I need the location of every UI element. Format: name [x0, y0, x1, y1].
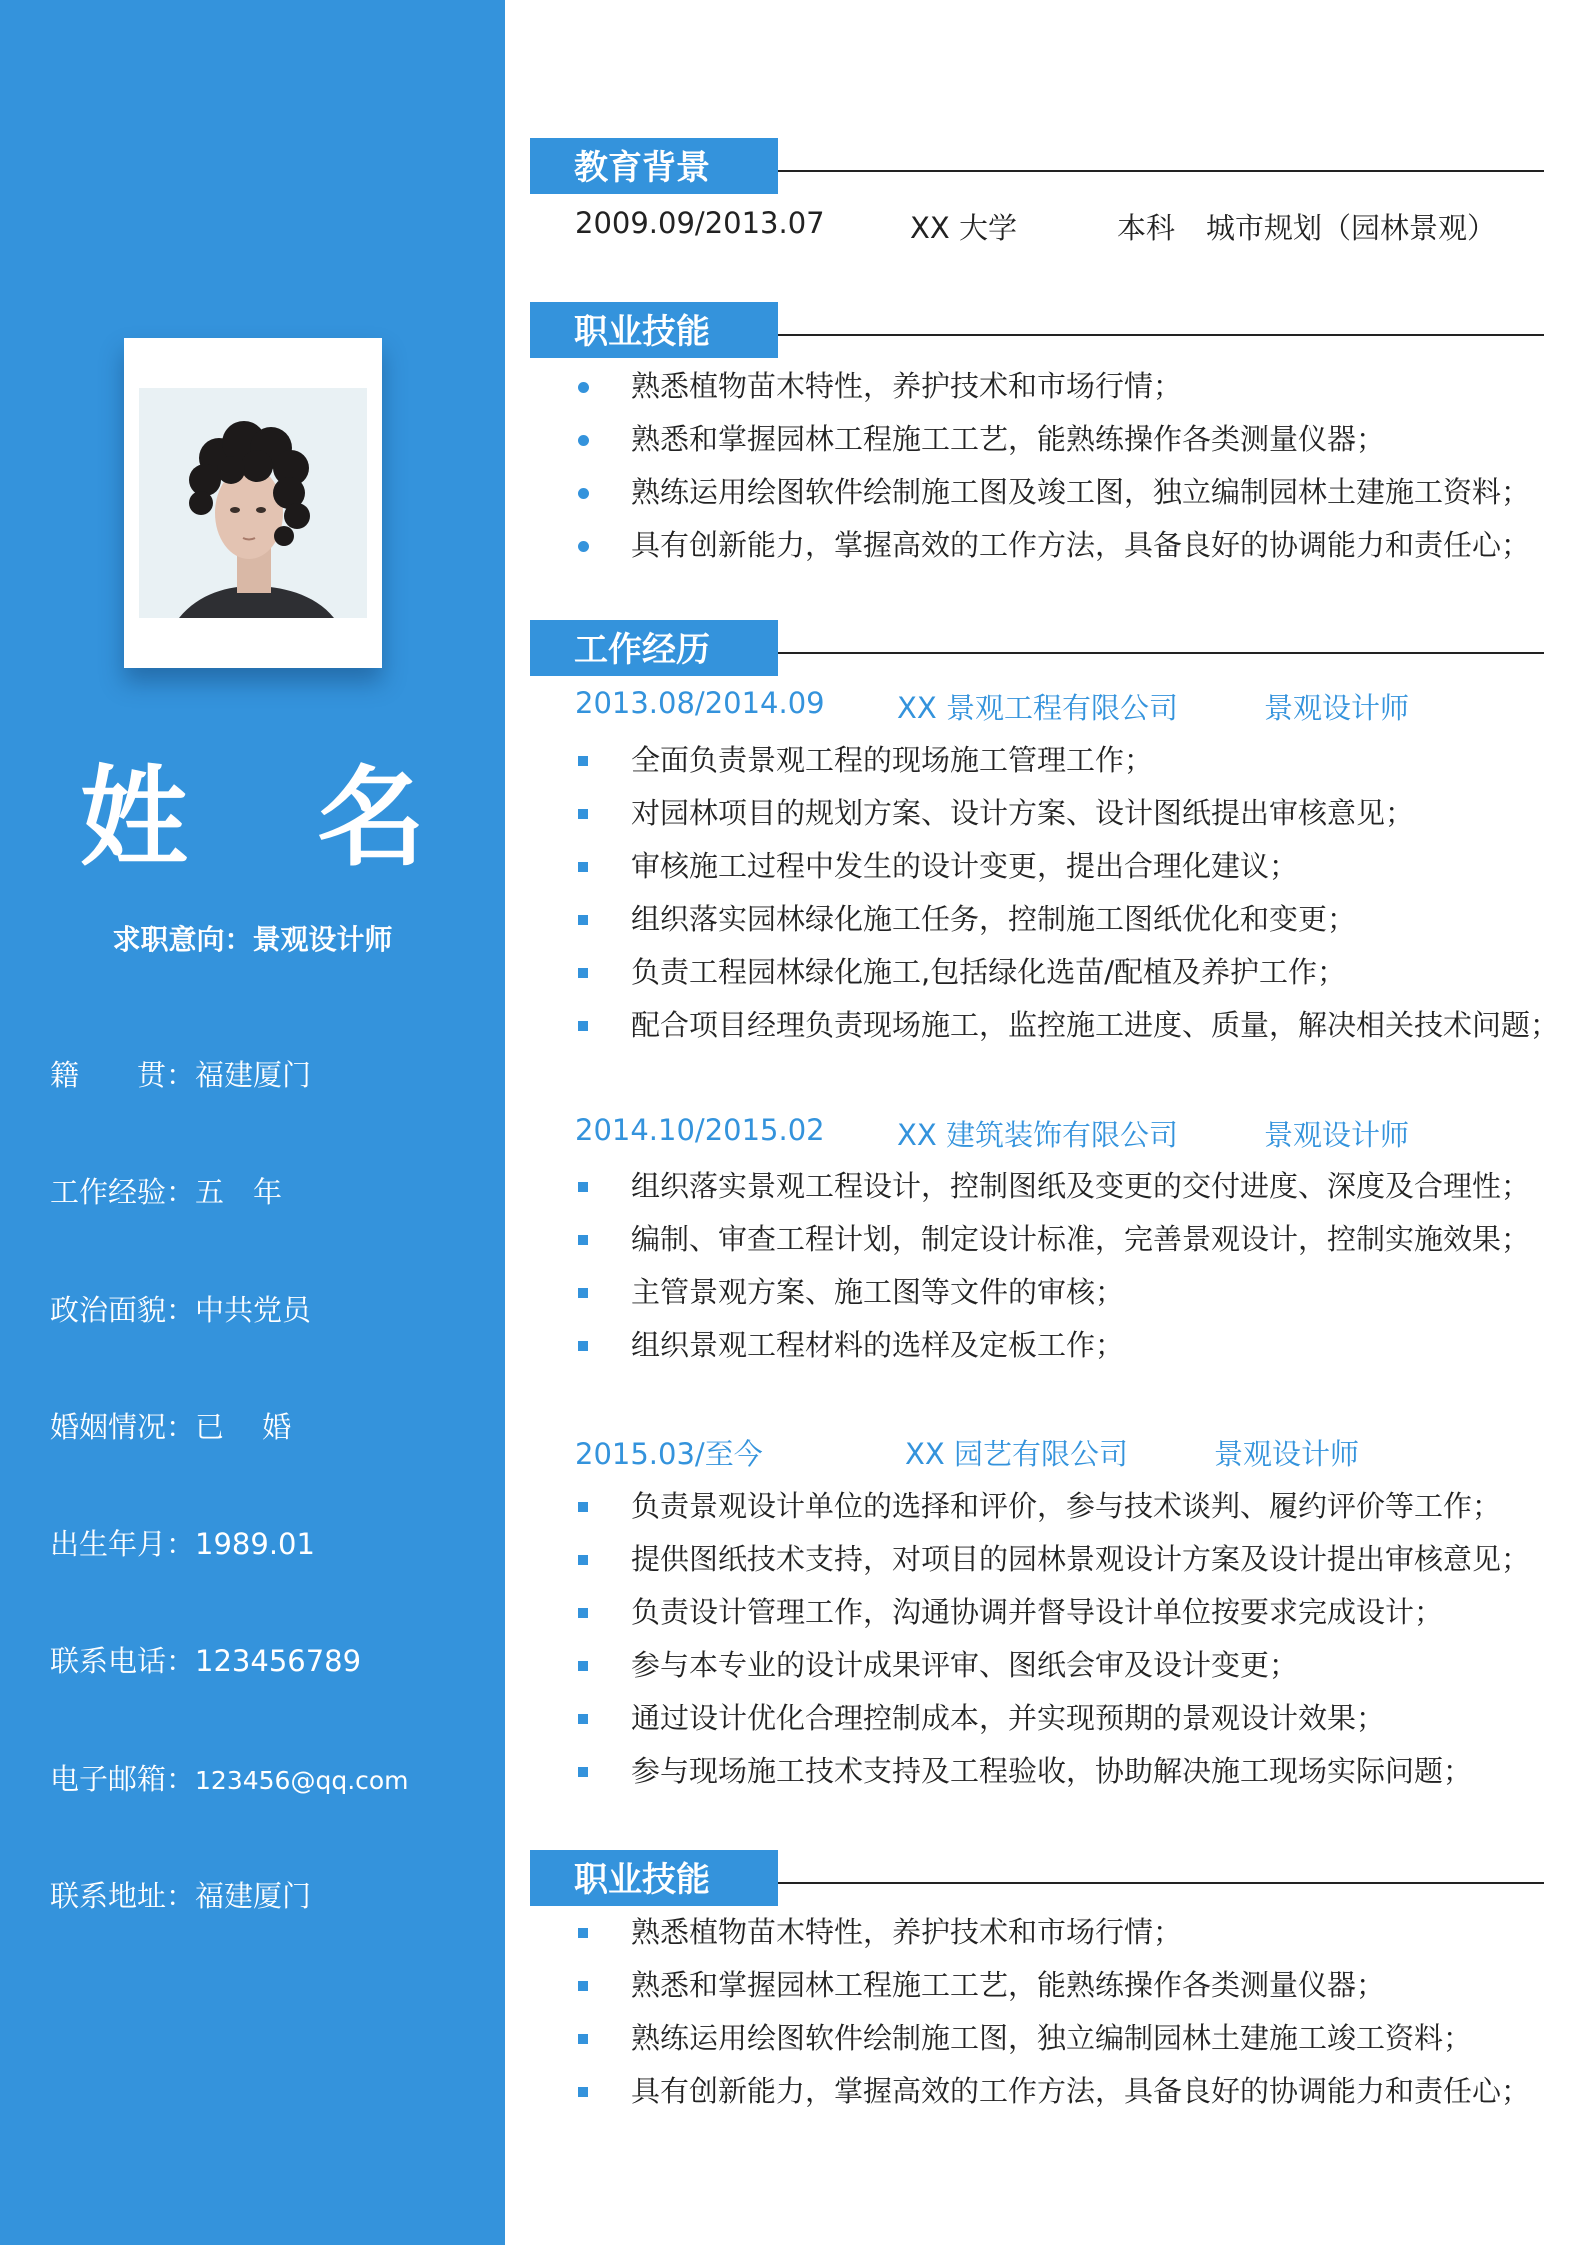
bullet-square-icon	[578, 1981, 588, 1991]
info-value[interactable]: 123456789	[195, 1644, 362, 1678]
list-item	[575, 2065, 1530, 2118]
info-label: 籍 贯：	[50, 1058, 196, 1092]
bullet-dot-icon	[578, 541, 589, 552]
list-item	[575, 466, 1530, 519]
bullet-square-icon	[578, 1555, 588, 1565]
list-item	[575, 413, 1530, 466]
section-divider	[778, 1882, 1544, 1884]
info-label: 政治面貌：	[50, 1293, 196, 1327]
bullet-square-icon	[578, 1608, 588, 1618]
info-label: 电子邮箱：	[50, 1762, 196, 1796]
bullet-square-icon	[578, 1288, 588, 1298]
item-text: 参与本专业的设计成果评审、图纸会审及设计变更；	[631, 1648, 1299, 1682]
job-role: 景观设计师	[1264, 691, 1410, 725]
item-text: 编制、审查工程计划，制定设计标准，完善景观设计，控制实施效果；	[631, 1222, 1531, 1256]
item-text: 通过设计优化合理控制成本，并实现预期的景观设计效果；	[631, 1701, 1386, 1735]
info-phone	[50, 1639, 361, 1680]
list-item	[575, 1586, 1530, 1639]
section-title: 职业技能	[530, 1850, 778, 1906]
bullet-square-icon	[578, 862, 588, 872]
bullet-dot-icon	[578, 488, 589, 499]
list-item	[575, 519, 1530, 572]
section-work	[530, 620, 1544, 676]
info-marital	[50, 1405, 291, 1446]
item-text: 负责景观设计单位的选择和评价，参与技术谈判、履约评价等工作；	[631, 1489, 1502, 1523]
list-item	[575, 1266, 1530, 1319]
list-item	[575, 2012, 1530, 2065]
education-period: 2009.09/2013.07	[575, 206, 825, 240]
info-value: 中共党员	[195, 1293, 312, 1327]
education-major: 城市规划（园林景观）	[1206, 211, 1497, 245]
bullet-square-icon	[578, 1767, 588, 1777]
candidate-name: 姓 名	[79, 756, 472, 881]
item-text: 对园林项目的规划方案、设计方案、设计图纸提出审核意见；	[631, 796, 1415, 830]
list-item	[575, 1213, 1530, 1266]
bullet-square-icon	[578, 1502, 588, 1512]
item-text: 组织落实园林绿化施工任务，控制施工图纸优化和变更；	[631, 902, 1357, 936]
item-text: 熟悉和掌握园林工程施工工艺，能熟练操作各类测量仪器；	[631, 422, 1386, 456]
list-item	[575, 1745, 1530, 1798]
bullet-square-icon	[578, 1341, 588, 1351]
section-divider	[778, 170, 1544, 172]
skills-list	[575, 1906, 1530, 2118]
job-company: XX 建筑装饰有限公司	[897, 1118, 1178, 1152]
info-email	[50, 1757, 409, 1798]
info-hometown	[50, 1053, 311, 1094]
education-degree: 本科	[1117, 211, 1176, 245]
item-text: 参与现场施工技术支持及工程验收，协助解决施工现场实际问题；	[631, 1754, 1473, 1788]
job-period: 2013.08/2014.09	[575, 686, 825, 720]
section-title: 职业技能	[530, 302, 778, 358]
item-text: 熟练运用绘图软件绘制施工图及竣工图，独立编制园林土建施工资料；	[631, 475, 1531, 509]
section-title: 工作经历	[530, 620, 778, 676]
list-item	[575, 1906, 1530, 1959]
profile-photo	[139, 388, 367, 618]
job-duties	[575, 1160, 1530, 1372]
item-text: 具有创新能力，掌握高效的工作方法，具备良好的协调能力和责任心；	[631, 528, 1531, 562]
job-period: 2014.10/2015.02	[575, 1113, 825, 1147]
bullet-square-icon	[578, 915, 588, 925]
item-text: 组织景观工程材料的选样及定板工作；	[631, 1328, 1125, 1362]
info-value: 已 婚	[195, 1410, 292, 1444]
item-text: 组织落实景观工程设计，控制图纸及变更的交付进度、深度及合理性；	[631, 1169, 1531, 1203]
info-label: 联系地址：	[50, 1879, 196, 1913]
bullet-square-icon	[578, 809, 588, 819]
job-company: XX 园艺有限公司	[905, 1437, 1128, 1471]
skills-list	[575, 360, 1530, 572]
avatar-illustration	[139, 388, 367, 618]
info-value: 1989.01	[195, 1527, 315, 1561]
bullet-dot-icon	[578, 382, 589, 393]
item-text: 负责工程园林绿化施工,包括绿化选苗/配植及养护工作；	[631, 955, 1346, 989]
job-period: 2015.03/至今	[575, 1437, 763, 1471]
list-item	[575, 893, 1559, 946]
info-label: 工作经验：	[50, 1175, 196, 1209]
job-role: 景观设计师	[1214, 1437, 1360, 1471]
info-experience	[50, 1170, 282, 1211]
bullet-square-icon	[578, 1928, 588, 1938]
info-birth	[50, 1522, 315, 1563]
info-address	[50, 1874, 311, 1915]
photo-frame	[124, 338, 382, 668]
item-text: 负责设计管理工作，沟通协调并督导设计单位按要求完成设计；	[631, 1595, 1444, 1629]
bullet-square-icon	[578, 2087, 588, 2097]
item-text: 全面负责景观工程的现场施工管理工作；	[631, 743, 1154, 777]
item-text: 配合项目经理负责现场施工，监控施工进度、质量，解决相关技术问题；	[631, 1008, 1560, 1042]
bullet-square-icon	[578, 1714, 588, 1724]
list-item	[575, 1319, 1530, 1372]
item-text: 主管景观方案、施工图等文件的审核；	[631, 1275, 1125, 1309]
info-label: 婚姻情况：	[50, 1410, 196, 1444]
list-item	[575, 1533, 1530, 1586]
info-label: 联系电话：	[50, 1644, 196, 1678]
bullet-square-icon	[578, 1661, 588, 1671]
job-duties	[575, 1480, 1530, 1798]
info-value: 福建厦门	[195, 1879, 312, 1913]
bullet-square-icon	[578, 756, 588, 766]
list-item	[575, 840, 1559, 893]
list-item	[575, 360, 1530, 413]
item-text: 提供图纸技术支持，对项目的园林景观设计方案及设计提出审核意见；	[631, 1542, 1531, 1576]
bullet-dot-icon	[578, 435, 589, 446]
item-text: 熟悉植物苗木特性，养护技术和市场行情；	[631, 369, 1183, 403]
section-education	[530, 138, 1544, 194]
item-text: 熟练运用绘图软件绘制施工图，独立编制园林土建施工竣工资料；	[631, 2021, 1473, 2055]
education-school: XX 大学	[910, 211, 1017, 245]
item-text: 审核施工过程中发生的设计变更，提出合理化建议；	[631, 849, 1299, 883]
bullet-square-icon	[578, 1021, 588, 1031]
item-text: 具有创新能力，掌握高效的工作方法，具备良好的协调能力和责任心；	[631, 2074, 1531, 2108]
job-company: XX 景观工程有限公司	[897, 691, 1178, 725]
list-item	[575, 734, 1559, 787]
list-item	[575, 787, 1559, 840]
info-value: 福建厦门	[195, 1058, 312, 1092]
job-intent: 求职意向：景观设计师	[112, 923, 393, 956]
bullet-square-icon	[578, 2034, 588, 2044]
list-item	[575, 1480, 1530, 1533]
list-item	[575, 1959, 1530, 2012]
list-item	[575, 1639, 1530, 1692]
item-text: 熟悉和掌握园林工程施工工艺，能熟练操作各类测量仪器；	[631, 1968, 1386, 2002]
sidebar	[0, 0, 505, 2245]
list-item	[575, 1160, 1530, 1213]
job-duties	[575, 734, 1559, 1052]
section-divider	[778, 334, 1544, 336]
info-value[interactable]: 123456@qq.com	[195, 1766, 409, 1795]
info-value: 五 年	[195, 1175, 283, 1209]
bullet-square-icon	[578, 1182, 588, 1192]
section-divider	[778, 652, 1544, 654]
section-title: 教育背景	[530, 138, 778, 194]
list-item	[575, 999, 1559, 1052]
section-skills-bottom	[530, 1850, 1544, 1906]
list-item	[575, 1692, 1530, 1745]
section-skills	[530, 302, 1544, 358]
info-politics	[50, 1288, 311, 1329]
list-item	[575, 946, 1559, 999]
info-label: 出生年月：	[50, 1527, 196, 1561]
bullet-square-icon	[578, 1235, 588, 1245]
item-text: 熟悉植物苗木特性，养护技术和市场行情；	[631, 1915, 1183, 1949]
bullet-square-icon	[578, 968, 588, 978]
job-role: 景观设计师	[1264, 1118, 1410, 1152]
